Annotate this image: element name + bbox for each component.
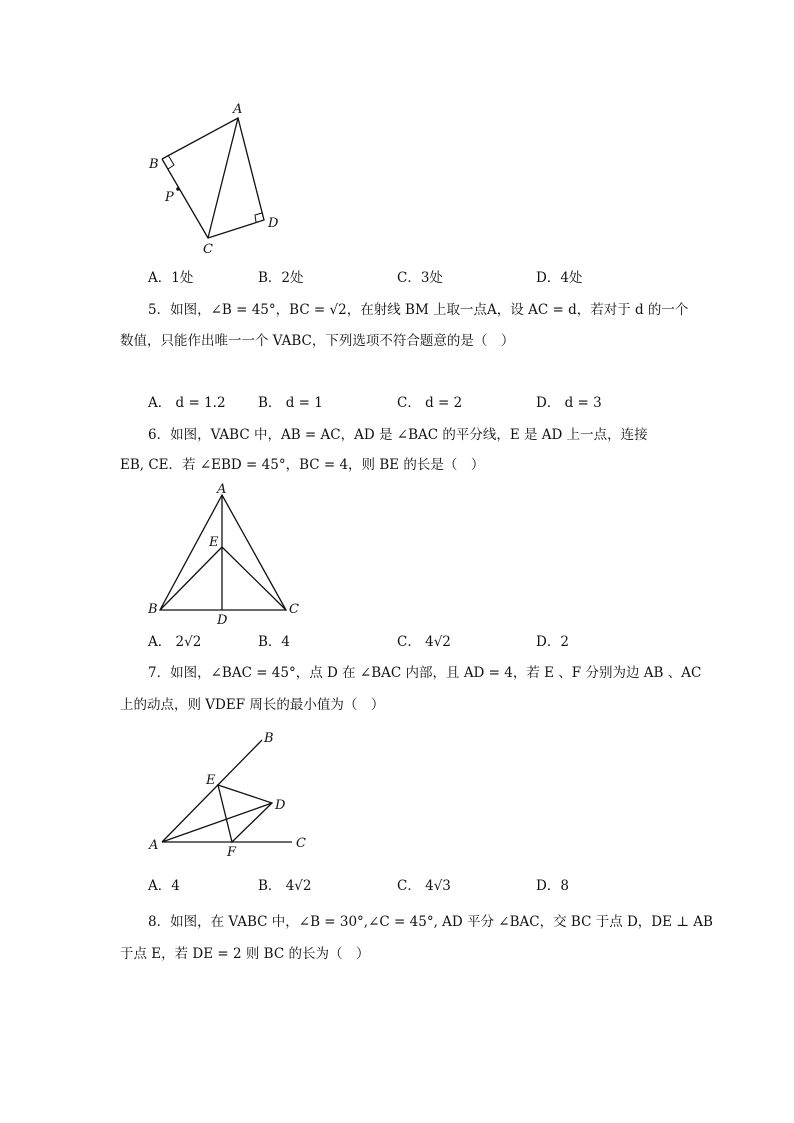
q4-option-c: C．3处 — [397, 270, 443, 286]
q6-stem-line1: 6．如图，VABC 中，AB = AC，AD 是 ∠BAC 的平分线，E 是 AD 上一点，连接 — [148, 427, 648, 443]
q6-stem-line2: EB, CE．若 ∠EBD = 45°，BC = 4，则 BE 的长是（ ） — [120, 457, 485, 473]
fig4-label-p: P — [165, 190, 174, 205]
q7-option-d: D．8 — [536, 878, 569, 894]
q7-option-b: B． 4√2 — [258, 878, 312, 894]
fig7-label-c: C — [296, 836, 306, 851]
q7-stem-line1: 7．如图，∠BAC = 45°，点 D 在 ∠BAC 内部，且 AD = 4，若 E 、F 分别为边 AB 、AC — [148, 665, 702, 681]
q6-option-c: C． 4√2 — [397, 634, 451, 650]
q6-option-a: A． 2√2 — [148, 634, 202, 650]
q7-stem-line2: 上的动点，则 VDEF 周长的最小值为（ ） — [120, 697, 385, 713]
fig6-label-b: B — [148, 602, 158, 617]
fig7-label-d: D — [275, 798, 286, 813]
fig4-label-a: A — [233, 102, 243, 117]
fig7-label-f: F — [227, 845, 237, 860]
fig7-triangle-def — [218, 785, 272, 842]
q7-option-a: A．4 — [148, 878, 180, 894]
q6-option-d: D．2 — [536, 634, 569, 650]
fig4-label-c: C — [203, 242, 213, 257]
fig6-label-e: E — [209, 535, 219, 550]
q4-option-d: D．4处 — [536, 270, 583, 286]
q5-stem-line2: 数值，只能作出唯一一个 VABC，下列选项不符合题意的是（ ） — [120, 333, 515, 349]
q5-option-d: D． d = 3 — [536, 395, 602, 411]
fig7-segment-ad — [162, 803, 272, 842]
fig6-label-a: A — [217, 482, 227, 497]
fig6-label-c: C — [289, 602, 299, 617]
q7-option-c: C． 4√3 — [397, 878, 451, 894]
q5-option-a: A． d = 1.2 — [148, 395, 226, 411]
q4-option-b: B．2处 — [258, 270, 304, 286]
fig4-label-d: D — [268, 216, 279, 231]
fig7-label-e: E — [206, 773, 216, 788]
q6-option-b: B．4 — [258, 634, 291, 650]
q8-stem-line1: 8．如图，在 VABC 中，∠B = 30°,∠C = 45°, AD 平分 ∠BAC，交 BC 于点 D，DE ⊥ AB — [148, 914, 713, 930]
q8-stem-line2: 于点 E，若 DE = 2 则 BC 的长为（ ） — [120, 946, 370, 962]
q5-stem-line1: 5．如图，∠B = 45°，BC = √2，在射线 BM 上取一点A，设 AC = d，若对于 d 的一个 — [148, 302, 689, 318]
fig6-label-d: D — [217, 613, 228, 628]
fig7-label-a: A — [149, 838, 159, 853]
q4-option-a: A．1处 — [148, 270, 194, 286]
fig4-label-b: B — [149, 157, 159, 172]
q5-option-c: C． d = 2 — [397, 395, 463, 411]
q5-option-b: B． d = 1 — [258, 395, 323, 411]
fig7-label-b: B — [264, 731, 274, 746]
